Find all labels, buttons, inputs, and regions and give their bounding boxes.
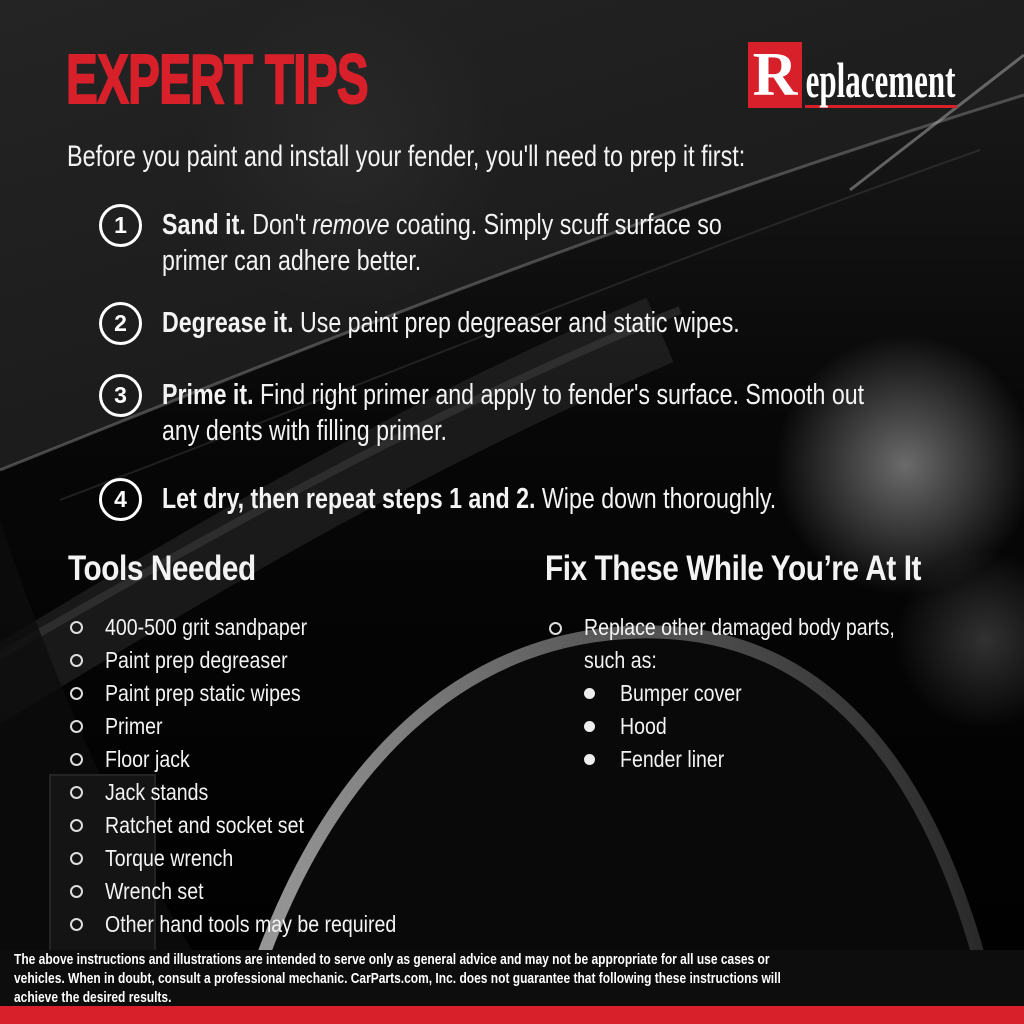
tool-item-label: Paint prep static wipes [105, 680, 301, 706]
tools-list [68, 611, 448, 941]
step-4-rest: Wipe down thoroughly. [535, 483, 777, 515]
step-2-number-circle: 2 [99, 302, 142, 345]
step-3-number-circle: 3 [99, 374, 142, 417]
tool-item [68, 842, 448, 875]
page-title: EXPERT TIPS [66, 40, 368, 118]
tool-item-label: Other hand tools may be required [105, 911, 397, 937]
fix-sub-label: Hood [620, 713, 667, 739]
step-2 [99, 305, 884, 345]
step-4-bold: Let dry, then repeat steps 1 and 2. [162, 483, 536, 515]
footer-disclaimer-text: The above instructions and illustrations are intended to serve only as general advice and may not be appropriate for all use cases or vehicles. When in doubt, consult a professional mechanic. CarParts.com, Inc. does not guarantee that following these instructions will achieve the desired results. [14, 950, 781, 1006]
solid-bullet-icon [584, 688, 595, 699]
tool-item [68, 710, 448, 743]
fix-sub-item [584, 743, 987, 776]
step-1-pre: Don't [245, 209, 313, 241]
fix-sub-item [584, 677, 987, 710]
fix-lead-label: Replace other damaged body parts, such as: [584, 614, 895, 673]
tool-item-label: Wrench set [105, 878, 204, 904]
step-1-rest: coating. Simply scuff surface so primer can adhere better. [162, 209, 722, 277]
hollow-bullet-icon [70, 918, 83, 931]
step-3 [99, 377, 1024, 449]
step-3-text [162, 377, 866, 449]
hollow-bullet-icon [549, 622, 562, 635]
fix-sub-label: Fender liner [620, 746, 725, 772]
step-1-number-circle: 1 [99, 204, 142, 247]
hollow-bullet-icon [70, 786, 83, 799]
fix-lead-item [547, 611, 987, 677]
solid-bullet-icon [584, 754, 595, 765]
hollow-bullet-icon [70, 753, 83, 766]
step-1-text [162, 207, 778, 279]
tool-item-label: 400-500 grit sandpaper [105, 614, 308, 640]
step-1-italic: remove [312, 209, 390, 241]
fix-sub-list [584, 677, 987, 776]
step-3-rest: Find right primer and apply to fender's surface. Smooth out any dents with filling primer. [162, 379, 865, 447]
tool-item [68, 908, 448, 941]
tool-item-label: Jack stands [105, 779, 209, 805]
tool-item [68, 644, 448, 677]
step-2-bold: Degrease it. [162, 307, 294, 339]
step-2-text [162, 305, 740, 341]
intro-text: Before you paint and install your fender, you'll need to prep it first: [67, 140, 746, 173]
tool-item [68, 776, 448, 809]
step-1 [99, 207, 932, 279]
replacement-logo [748, 42, 1024, 108]
step-4 [99, 481, 930, 521]
footer-red-accent-bar [0, 1006, 1024, 1024]
step-3-bold: Prime it. [162, 379, 254, 411]
hollow-bullet-icon [70, 885, 83, 898]
step-1-bold: Sand it. [162, 209, 246, 241]
tool-item [68, 677, 448, 710]
fix-these-heading: Fix These While You’re At It [545, 549, 922, 588]
tool-item-label: Torque wrench [105, 845, 234, 871]
solid-bullet-icon [584, 721, 595, 732]
hollow-bullet-icon [70, 852, 83, 865]
hollow-bullet-icon [70, 654, 83, 667]
hollow-bullet-icon [70, 621, 83, 634]
tool-item [68, 875, 448, 908]
step-4-text [162, 481, 776, 517]
logo-r-box: R [748, 42, 802, 108]
step-2-rest: Use paint prep degreaser and static wipes. [293, 307, 740, 339]
hollow-bullet-icon [70, 819, 83, 832]
fix-sub-item [584, 710, 987, 743]
tool-item [68, 743, 448, 776]
step-4-number-circle: 4 [99, 478, 142, 521]
tool-item [68, 809, 448, 842]
hollow-bullet-icon [70, 720, 83, 733]
tools-needed-heading: Tools Needed [68, 549, 256, 588]
fix-sub-label: Bumper cover [620, 680, 742, 706]
tool-item-label: Floor jack [105, 746, 190, 772]
tool-item-label: Paint prep degreaser [105, 647, 288, 673]
tool-item-label: Ratchet and socket set [105, 812, 304, 838]
logo-wordmark: eplacement [805, 52, 956, 108]
footer-disclaimer-bar [0, 950, 1024, 1006]
tool-item [68, 611, 448, 644]
hollow-bullet-icon [70, 687, 83, 700]
fix-these-list [547, 611, 987, 776]
tool-item-label: Primer [105, 713, 163, 739]
